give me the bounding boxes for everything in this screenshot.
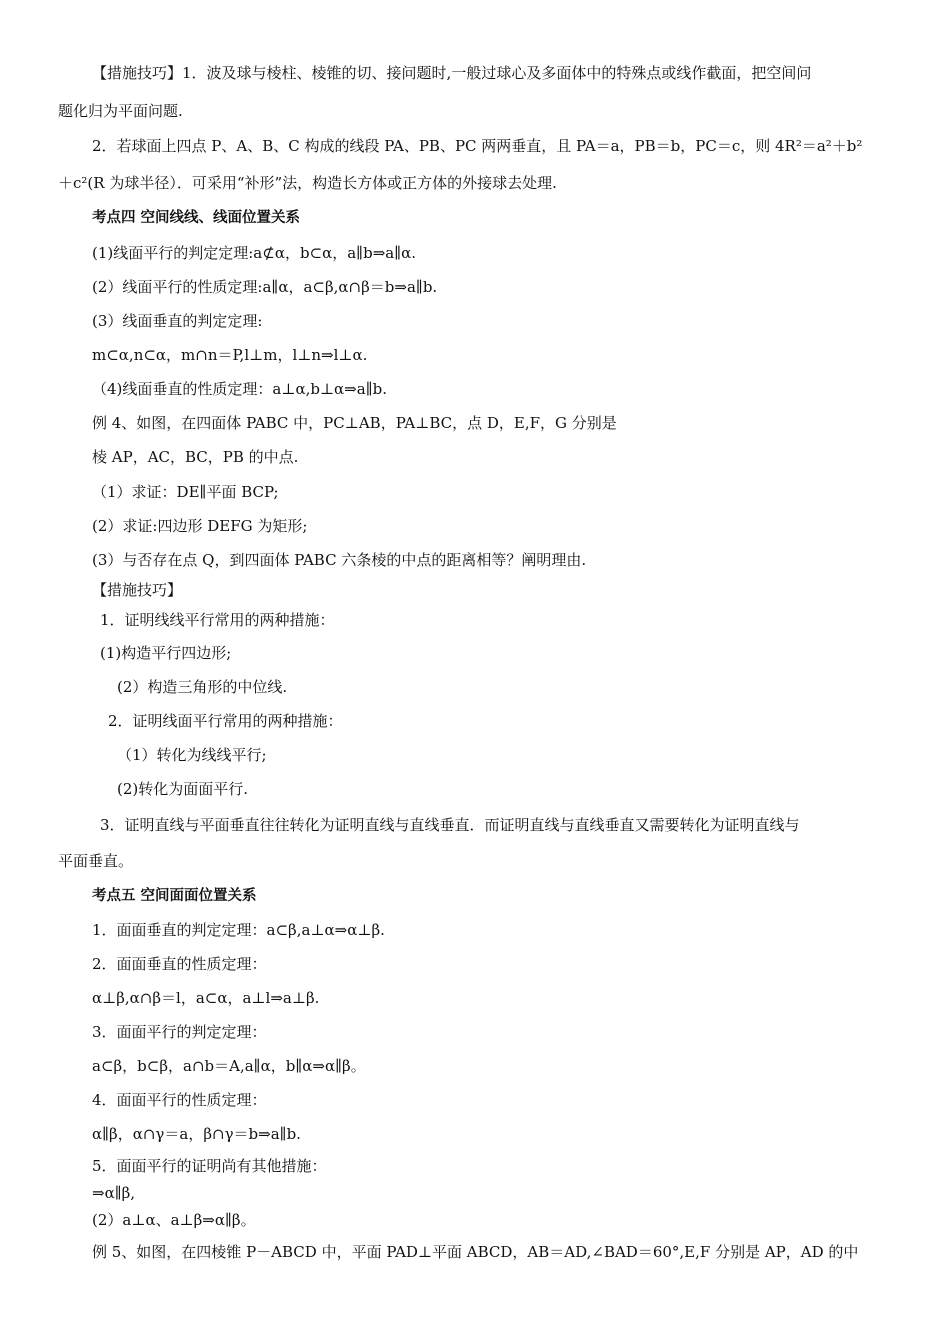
- text-line-33: 5．面面平行的证明尚有其他措施：: [92, 1157, 327, 1175]
- text-line-31: 4．面面平行的性质定理：: [92, 1091, 267, 1109]
- example-5-line-1: 例 5、如图，在四棱锥 P－ABCD 中，平面 PAD⊥平面 ABCD，AB＝AD,∠BAD＝60°,E,F 分别是 AP，AD 的中: [92, 1243, 859, 1261]
- section-heading-4: 考点四 空间线线、线面位置关系: [92, 210, 301, 226]
- text-line-34: ⇒α∥β,: [92, 1184, 136, 1202]
- example-4-question-3: (3）与否存在点 Q，到四面体 PABC 六条棱的中点的距离相等？阐明理由.: [92, 551, 587, 569]
- example-4-question-1: （1）求证：DE∥平面 BCP;: [92, 483, 279, 501]
- tip-line-8: 平面垂直。: [58, 852, 134, 870]
- text-line-30: a⊂β，b⊂β，a∩b＝A,a∥α，b∥α⇒α∥β。: [92, 1057, 366, 1075]
- tip-line-5: （1）转化为线线平行;: [117, 746, 267, 764]
- text-line-4: ＋c²(R 为球半径）．可采用“补形”法，构造长方体或正方体的外接球去处理.: [58, 174, 557, 192]
- text-line-9: m⊂α,n⊂α，m∩n＝P,l⊥m，l⊥n⇒l⊥α.: [92, 346, 368, 364]
- tip-line-6: (2)转化为面面平行.: [117, 780, 249, 798]
- tip-line-4: 2．证明线面平行常用的两种措施：: [108, 712, 343, 730]
- example-4-line-2: 棱 AP，AC，BC，PB 的中点.: [92, 448, 299, 466]
- text-line-27: 2．面面垂直的性质定理：: [92, 955, 267, 973]
- tip-line-2: (1)构造平行四边形;: [100, 644, 232, 662]
- text-line-32: α∥β，α∩γ＝a，β∩γ＝b⇒a∥b.: [92, 1125, 301, 1143]
- text-line-7: (2）线面平行的性质定理:a∥α，a⊂β,α∩β＝b⇒a∥b.: [92, 278, 438, 296]
- text-line-35: (2）a⊥α、a⊥β⇒α∥β。: [92, 1211, 256, 1229]
- example-4-line-1: 例 4、如图，在四面体 PABC 中，PC⊥AB，PA⊥BC，点 D，E,F，G 分别是: [92, 414, 617, 432]
- text-line-1: 【措施技巧】1．波及球与棱柱、棱锥的切、接问题时,一般过球心及多面体中的特殊点或线作截面，把空间问: [92, 64, 812, 82]
- text-line-3: 2．若球面上四点 P、A、B、C 构成的线段 PA、PB、PC 两两垂直，且 PA＝a，PB＝b，PC＝c，则 4R²＝a²＋b²: [92, 137, 863, 155]
- text-line-10: （4)线面垂直的性质定理：a⊥α,b⊥α⇒a∥b.: [92, 380, 387, 398]
- tip-line-7: 3．证明直线与平面垂直往往转化为证明直线与直线垂直．而证明直线与直线垂直又需要转化为证明直线与: [100, 816, 800, 834]
- text-line-26: 1．面面垂直的判定定理：a⊂β,a⊥α⇒α⊥β.: [92, 921, 385, 939]
- method-tips-heading: 【措施技巧】: [92, 581, 183, 599]
- text-line-8: (3）线面垂直的判定定理:: [92, 312, 263, 330]
- tip-line-3: (2）构造三角形的中位线.: [117, 678, 288, 696]
- text-line-2: 题化归为平面问题.: [58, 102, 183, 120]
- text-line-28: α⊥β,α∩β＝l，a⊂α，a⊥l⇒a⊥β.: [92, 989, 320, 1007]
- example-4-question-2: (2）求证:四边形 DEFG 为矩形;: [92, 517, 308, 535]
- text-line-29: 3．面面平行的判定定理：: [92, 1023, 267, 1041]
- section-heading-5: 考点五 空间面面位置关系: [92, 888, 257, 904]
- text-line-6: (1)线面平行的判定定理:a⊄α，b⊂α，a∥b⇒a∥α.: [92, 244, 417, 262]
- tip-line-1: 1．证明线线平行常用的两种措施：: [100, 611, 335, 629]
